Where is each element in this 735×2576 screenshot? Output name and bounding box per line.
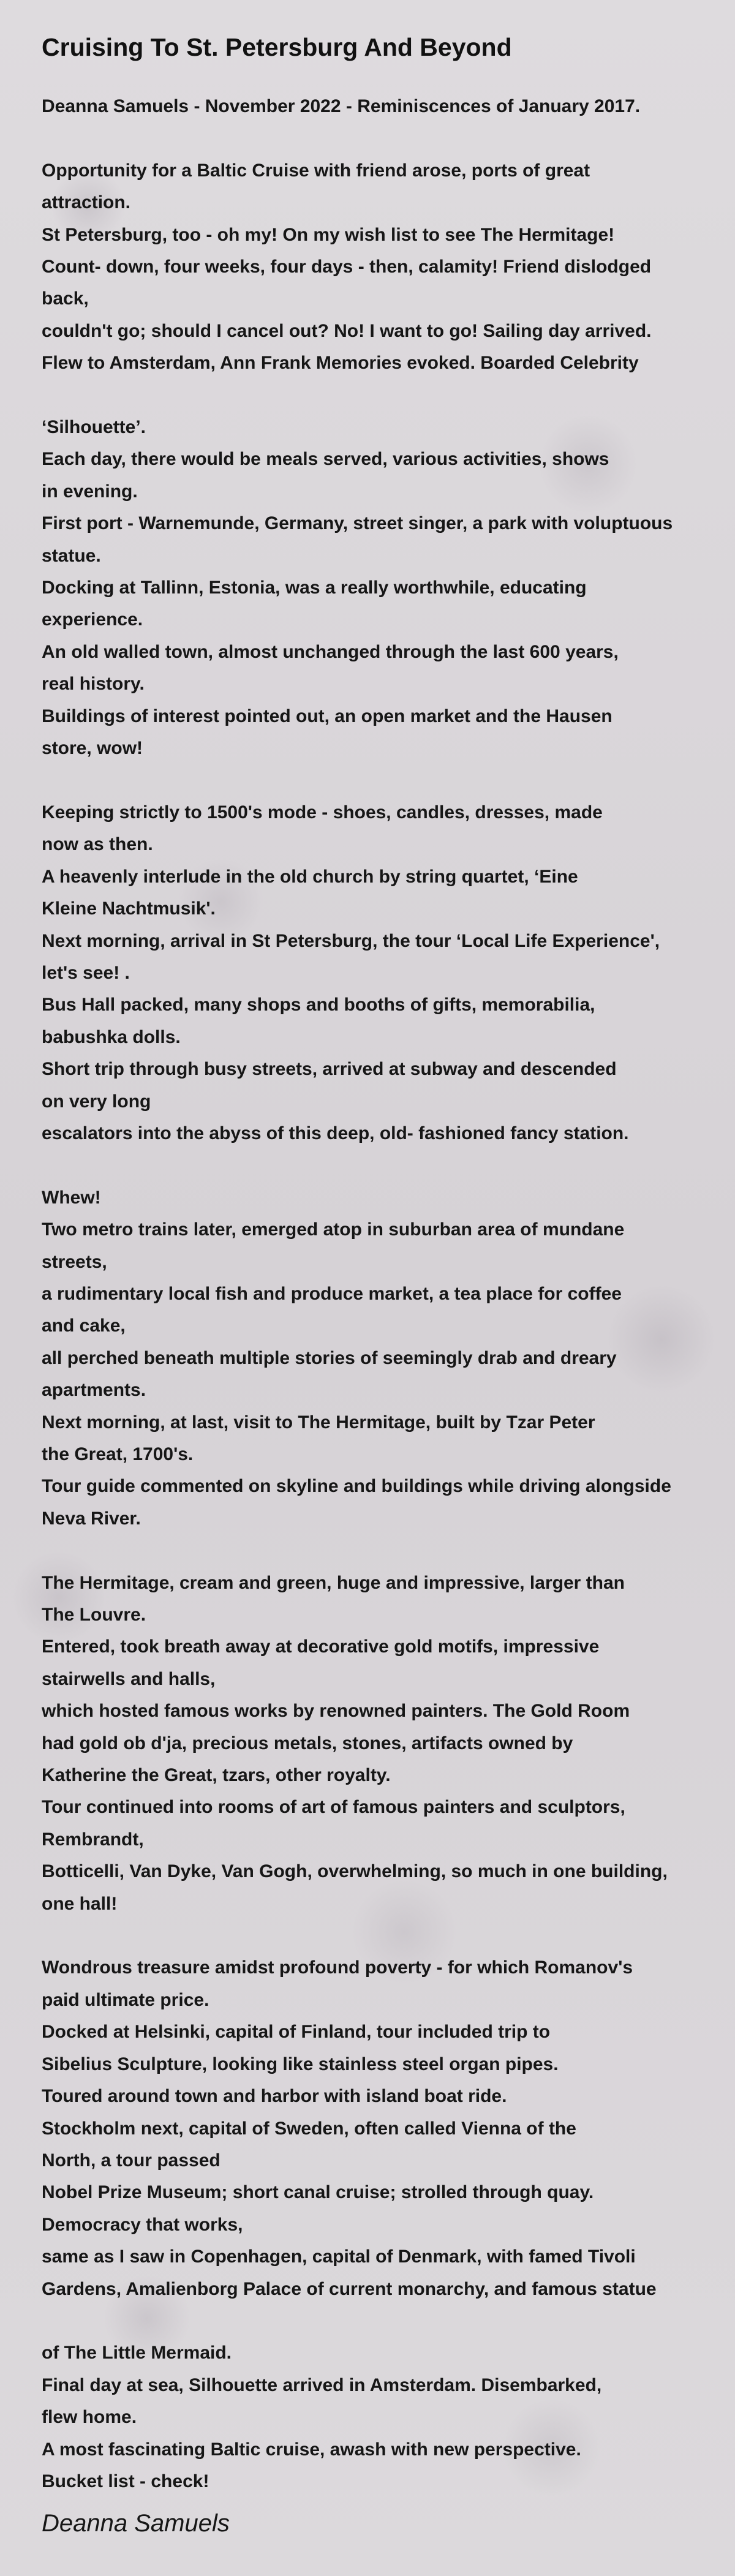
poem-line: Tour continued into rooms of art of famous painters and sculptors, [42,1797,625,1818]
stanza-break [42,765,735,797]
poem-line: A most fascinating Baltic cruise, awash with new perspective. [42,2439,581,2460]
poem-line: experience. [42,609,143,630]
poem-line: couldn't go; should I cancel out? No! I want to go! Sailing day arrived. [42,320,652,341]
poem-line: now as then. [42,834,153,855]
poem-line: one hall! [42,1893,118,1914]
poem-line: Next morning, arrival in St Petersburg, the tour ‘Local Life Experience', [42,930,660,951]
poem-line: Final day at sea, Silhouette arrived in Amsterdam. Disembarked, [42,2375,602,2395]
poem-line: Katherine the Great, tzars, other royalty. [42,1765,391,1786]
poem-line: Flew to Amsterdam, Ann Frank Memories evoked. Boarded Celebrity [42,353,639,374]
poem-line: store, wow! [42,738,143,759]
poem-line: Botticelli, Van Dyke, Van Gogh, overwhelming, so much in one building, [42,1861,668,1882]
poem-line: Rembrandt, [42,1829,144,1850]
poem-line: flew home. [42,2407,137,2428]
poem-line: Democracy that works, [42,2214,243,2235]
poem-line: let's see! . [42,962,130,983]
poem-line: apartments. [42,1380,146,1401]
poem-body [42,91,735,2498]
poem-line: An old walled town, almost unchanged through the last 600 years, [42,641,619,662]
poem-line: on very long [42,1091,151,1112]
poem-line: Docking at Tallinn, Estonia, was a really worthwhile, educating [42,578,587,598]
poem-line: which hosted famous works by renowned painters. The Gold Room [42,1701,630,1722]
poem-line: Bucket list - check! [42,2471,209,2491]
poem-line: stairwells and halls, [42,1668,216,1689]
poem-line: the Great, 1700's. [42,1444,194,1464]
poem-line: Toured around town and harbor with island boat ride. [42,2086,507,2107]
stanza-break [42,1535,735,1567]
poem-line: and cake, [42,1316,126,1336]
poem-line: in evening. [42,481,138,502]
poem-line: The Louvre. [42,1605,146,1625]
stanza-break [42,380,735,412]
poem-line: a rudimentary local fish and produce market, a tea place for coffee [42,1283,622,1304]
stanza-break [42,1920,735,1952]
poem-line: Tour guide commented on skyline and buildings while driving alongside [42,1476,671,1497]
author-signature: Deanna Samuels [42,2510,230,2537]
poem-line: Wondrous treasure amidst profound poverty - for which Romanov's [42,1957,633,1978]
poem-line: all perched beneath multiple stories of seemingly drab and dreary [42,1347,617,1368]
stanza-break [42,122,735,154]
poem-line: statue. [42,545,101,566]
poem-line: had gold ob d'ja, precious metals, stones, artifacts owned by [42,1733,573,1753]
poem-line: Entered, took breath away at decorative gold motifs, impressive [42,1636,600,1657]
poem-line: streets, [42,1251,107,1272]
poem-line: Nobel Prize Museum; short canal cruise; strolled through quay. [42,2182,594,2203]
poem-line: St Petersburg, too - oh my! On my wish list to see The Hermitage! [42,224,615,245]
poem-line: Docked at Helsinki, capital of Finland, tour included trip to [42,2022,551,2043]
poem-line: Deanna Samuels - November 2022 - Reminiscences of January 2017. [42,96,641,116]
poem-line: Two metro trains later, emerged atop in suburban area of mundane [42,1219,625,1240]
poem-line: Keeping strictly to 1500's mode - shoes, candles, dresses, made [42,802,603,823]
stanza-break [42,2305,735,2337]
poem-line: Whew! [42,1187,101,1208]
poem-line: same as I saw in Copenhagen, capital of Denmark, with famed Tivoli [42,2246,636,2267]
poem-line: babushka dolls. [42,1026,181,1047]
poem-line: real history. [42,674,145,695]
poem-line: Next morning, at last, visit to The Hermitage, built by Tzar Peter [42,1412,595,1433]
poem-line: The Hermitage, cream and green, huge and impressive, larger than [42,1572,625,1593]
poem-line: Gardens, Amalienborg Palace of current monarchy, and famous statue [42,2278,657,2299]
poem-line: back, [42,288,89,309]
poem-line: First port - Warnemunde, Germany, street singer, a park with voluptuous [42,513,673,534]
poem-line: Stockholm next, capital of Sweden, often called Vienna of the [42,2118,576,2139]
poem-line: Kleine Nachtmusik'. [42,898,216,919]
poem-line: ‘Silhouette’. [42,417,146,438]
poem-line: Bus Hall packed, many shops and booths of gifts, memorabilia, [42,995,595,1015]
poem-line: attraction. [42,192,131,213]
poem-line: escalators into the abyss of this deep, old- fashioned fancy station. [42,1123,629,1143]
poem-line: Opportunity for a Baltic Cruise with friend arose, ports of great [42,160,590,181]
poem-title: Cruising To St. Petersburg And Beyond [42,33,512,61]
poem-line: Each day, there would be meals served, various activities, shows [42,449,609,470]
poem-line: Neva River. [42,1508,141,1529]
poem-line: Short trip through busy streets, arrived at subway and descended [42,1059,617,1080]
poem-line: Sibelius Sculpture, looking like stainless steel organ pipes. [42,2054,559,2074]
poem-line: Buildings of interest pointed out, an open market and the Hausen [42,706,612,726]
poem-line: Count- down, four weeks, four days - then, calamity! Friend dislodged [42,257,652,277]
poem-line: paid ultimate price. [42,1989,209,2010]
poem-line: North, a tour passed [42,2150,221,2171]
stanza-break [42,1150,735,1181]
poem-line: of The Little Mermaid. [42,2343,232,2363]
poem-line: A heavenly interlude in the old church by string quartet, ‘Eine [42,866,578,887]
